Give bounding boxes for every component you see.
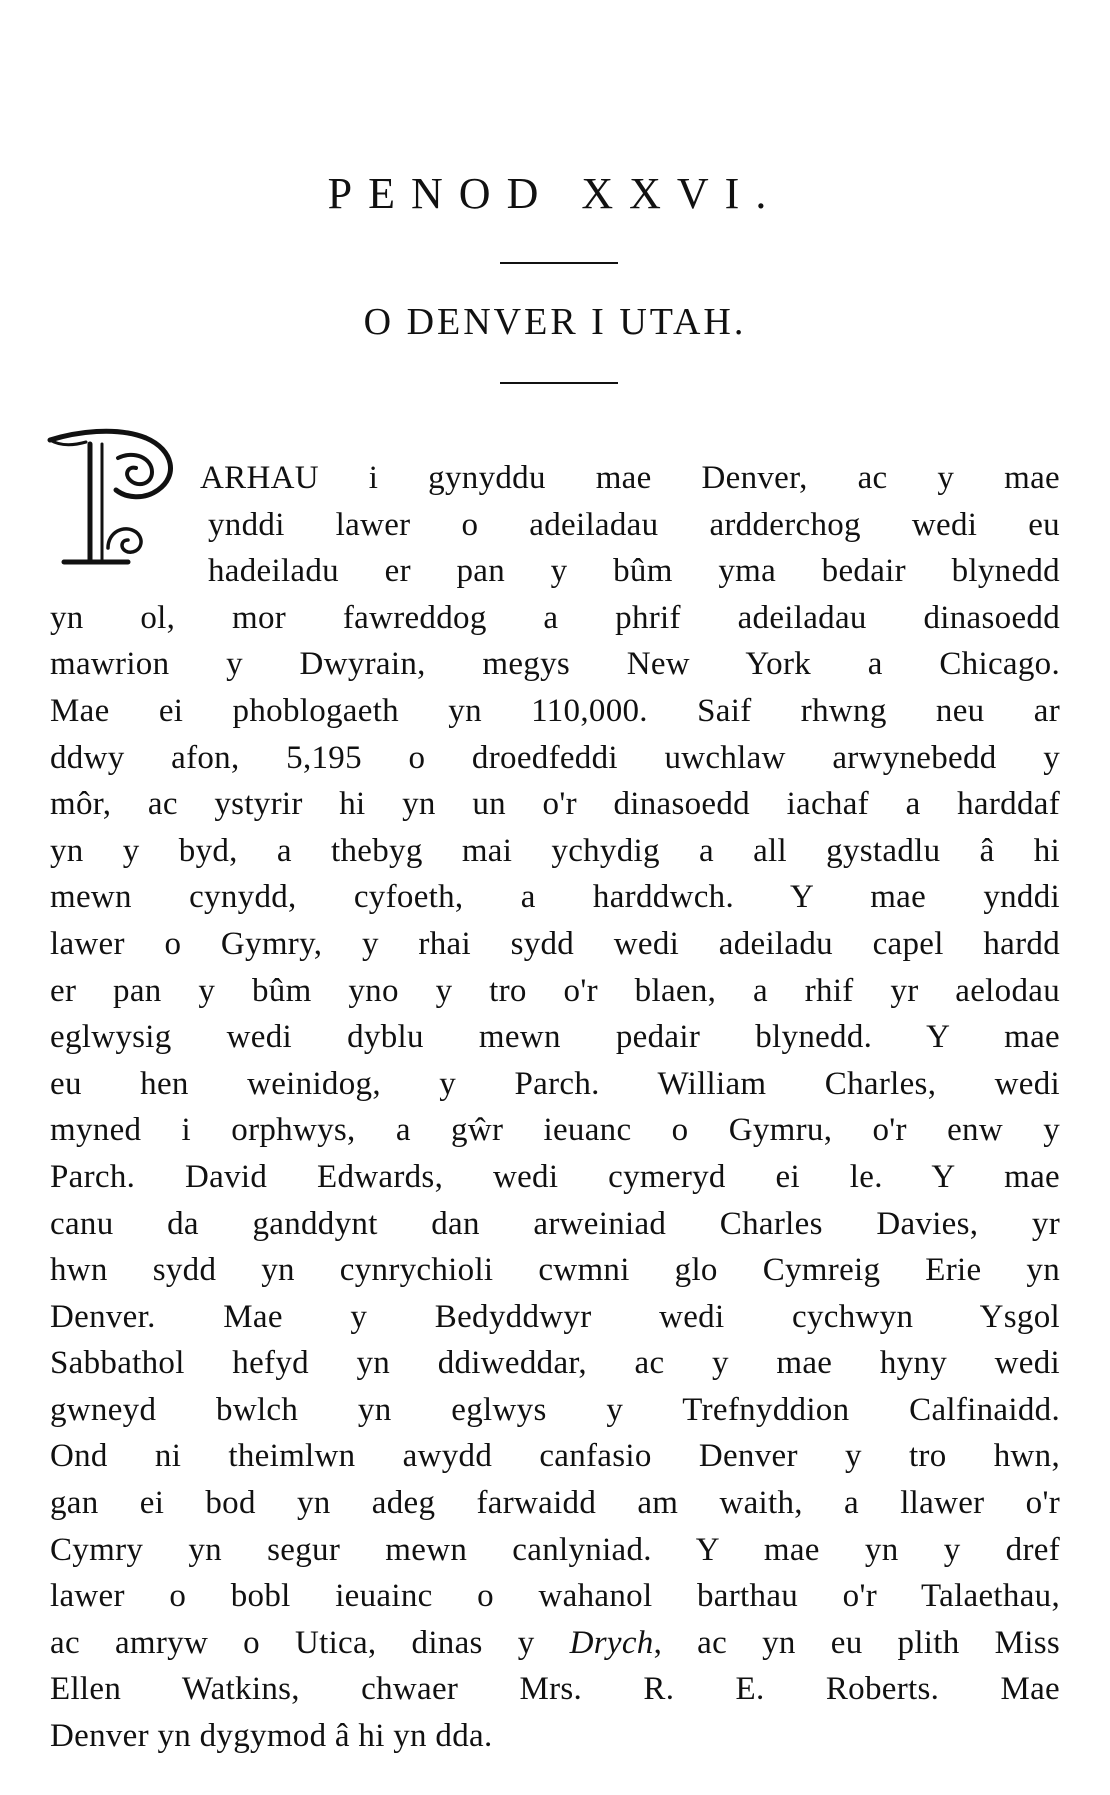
body-line: eglwysig wedi dyblu mewn pedair blynedd. Y mae <box>50 1019 1060 1056</box>
title-divider <box>500 262 618 264</box>
chapter-title: PENOD XXVI. <box>327 169 783 218</box>
body-line: mewn cynydd, cyfoeth, a harddwch. Y mae ynddi <box>50 879 1060 916</box>
body-line: hwn sydd yn cynrychioli cwmni glo Cymreig Erie yn <box>50 1252 1060 1289</box>
chapter-subtitle: O DENVER I UTAH. <box>363 301 747 343</box>
body-line: gwneyd bwlch yn eglwys y Trefnyddion Calfinaidd. <box>50 1391 1060 1428</box>
body-line: yn ol, mor fawreddog a phrif adeiladau dinasoedd <box>50 599 1060 636</box>
line-segment: , ac yn eu plith Miss <box>653 1624 1060 1661</box>
body-line: Sabbathol hefyd yn ddiweddar, ac y mae hyny wedi <box>50 1345 1060 1382</box>
body-line: ddwy afon, 5,195 o droedfeddi uwchlaw arwynebedd y <box>50 739 1060 776</box>
body-line: gan ei bod yn adeg farwaidd am waith, a llawer o'r <box>50 1485 1060 1522</box>
body-line: lawer o bobl ieuainc o wahanol barthau o'r Talaethau, <box>50 1578 1060 1615</box>
body-line: mawrion y Dwyrain, megys New York a Chicago. <box>50 646 1060 683</box>
body-line: Cymry yn segur mewn canlyniad. Y mae yn y dref <box>50 1531 1060 1568</box>
body-line: canu da ganddynt dan arweiniad Charles Davies, yr <box>50 1205 1060 1242</box>
line-segment: ac amryw o Utica, dinas y <box>50 1624 570 1661</box>
body-line: myned i orphwys, a gŵr ieuanc o Gymru, o'r enw y <box>50 1112 1060 1149</box>
body-line: Ond ni theimlwn awydd canfasio Denver y tro hwn, <box>50 1438 1060 1475</box>
body-line: yn y byd, a thebyg mai ychydig a all gystadlu â hi <box>50 832 1060 869</box>
body-line-with-italic <box>50 1620 1060 1667</box>
body-line: ynddi lawer o adeiladau ardderchog wedi eu <box>208 506 1060 543</box>
body-text <box>50 455 1060 1760</box>
body-line: er pan y bûm yno y tro o'r blaen, a rhif yr aelodau <box>50 972 1060 1009</box>
subtitle-divider <box>500 382 618 384</box>
body-line-final: Denver yn dygymod â hi yn dda. <box>50 1718 493 1755</box>
body-line: ARHAU i gynyddu mae Denver, ac y mae <box>200 460 1060 496</box>
body-line: Denver. Mae y Bedyddwyr wedi cychwyn Ysgol <box>50 1298 1060 1335</box>
body-line: Mae ei phoblogaeth yn 110,000. Saif rhwng neu ar <box>50 692 1060 729</box>
body-line: eu hen weinidog, y Parch. William Charles, wedi <box>50 1065 1060 1102</box>
newspaper-title-italic: Drych <box>569 1624 654 1661</box>
body-line: môr, ac ystyrir hi yn un o'r dinasoedd iachaf a harddaf <box>50 786 1060 823</box>
body-line: lawer o Gymry, y rhai sydd wedi adeiladu capel hardd <box>50 925 1060 962</box>
body-line: Parch. David Edwards, wedi cymeryd ei le. Y mae <box>50 1158 1060 1195</box>
body-line: hadeiladu er pan y bûm yma bedair blynedd <box>208 553 1060 590</box>
body-line: Ellen Watkins, chwaer Mrs. R. E. Roberts. Mae <box>50 1671 1060 1708</box>
